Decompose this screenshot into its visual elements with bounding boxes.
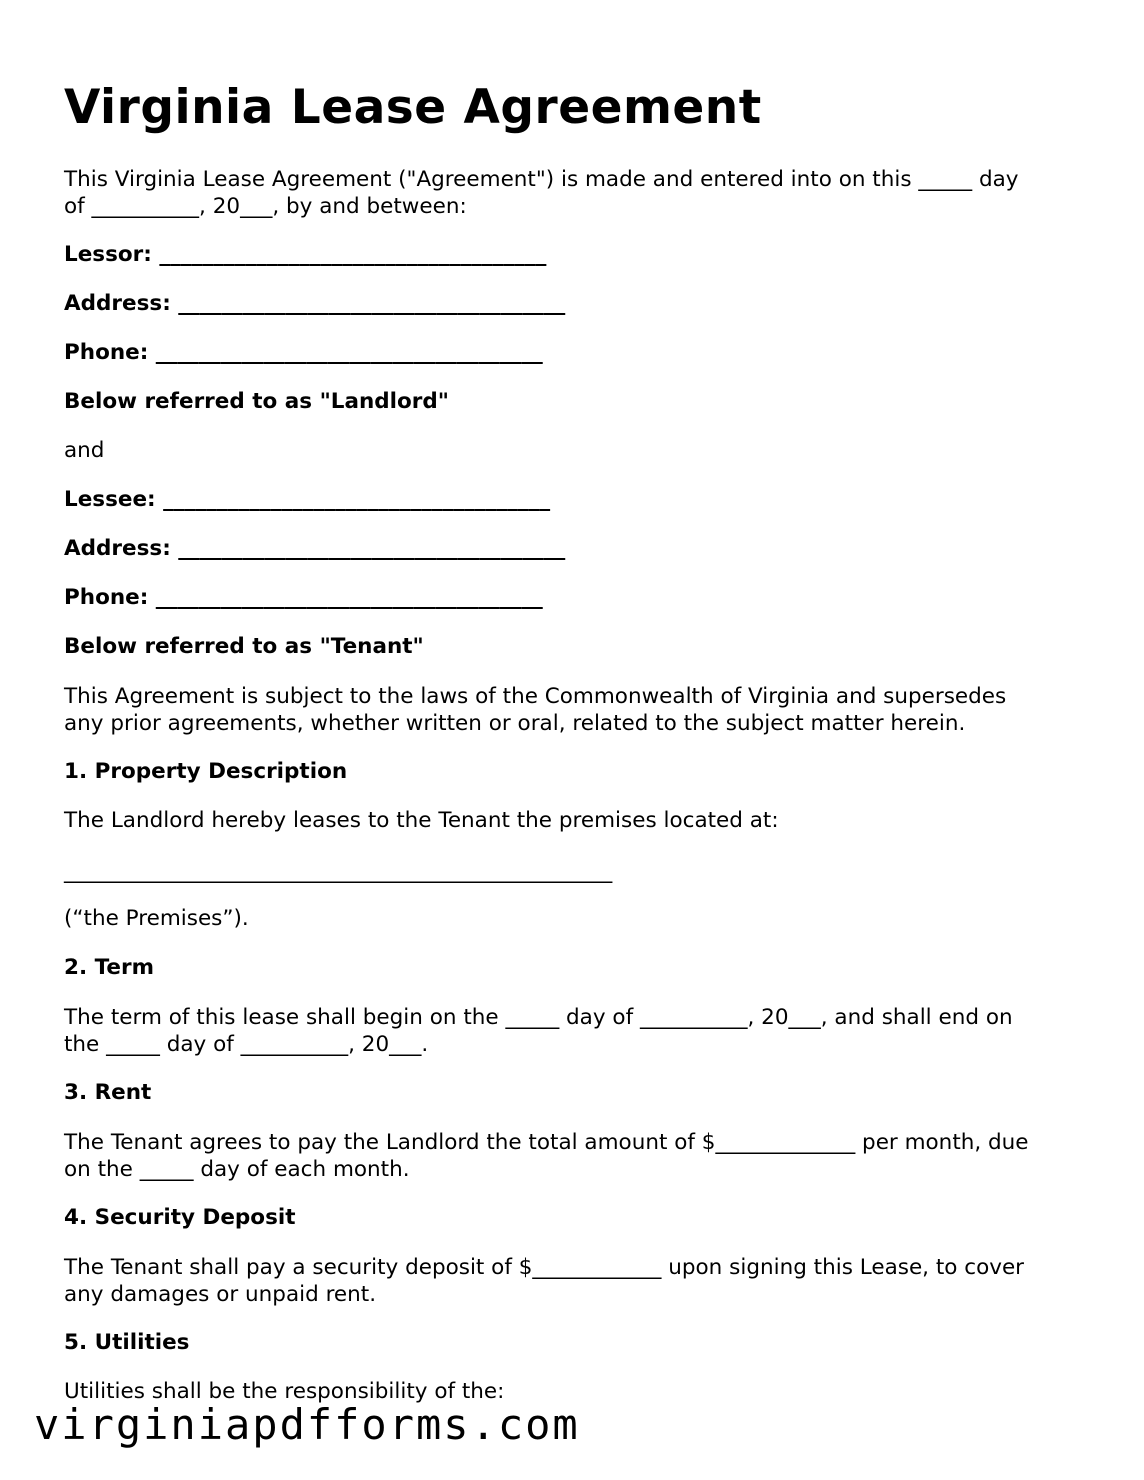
lessor-address-field: Address: ____________________________________ [64,291,566,316]
section-2-line-1: The term of this lease shall begin on the _____ day of __________, 20___, and shall end on [64,1005,1013,1030]
site-watermark: virginiapdfforms.com [34,1400,580,1449]
lessee-phone-field: Phone: ____________________________________ [64,585,543,610]
tenant-reference: Below referred to as "Tenant" [64,634,424,659]
section-3-heading: 3. Rent [64,1080,152,1105]
lessee-address-field: Address: ____________________________________ [64,536,566,561]
section-5-heading: 5. Utilities [64,1330,190,1355]
premises-address-blank: ___________________________________________________ [64,859,613,884]
law-line-2: any prior agreements, whether written or oral, related to the subject matter herein. [64,711,966,736]
premises-label: (“the Premises”). [64,906,249,931]
section-4-line-1: The Tenant shall pay a security deposit of $____________ upon signing this Lease, to cover [64,1255,1025,1280]
document-title: Virginia Lease Agreement [64,80,762,135]
landlord-reference: Below referred to as "Landlord" [64,389,450,414]
section-4-heading: 4. Security Deposit [64,1205,296,1230]
and-text: and [64,438,105,463]
section-4-line-2: any damages or unpaid rent. [64,1282,377,1307]
section-1-text: The Landlord hereby leases to the Tenant the premises located at: [64,808,779,833]
lessor-phone-field: Phone: ____________________________________ [64,340,543,365]
law-line-1: This Agreement is subject to the laws of the Commonwealth of Virginia and supersedes [64,684,1007,709]
section-3-line-1: The Tenant agrees to pay the Landlord the total amount of $_____________ per month, due [64,1130,1029,1155]
lessor-field: Lessor: ____________________________________ [64,242,547,267]
intro-line-1: This Virginia Lease Agreement ("Agreement") is made and entered into on this _____ day [64,167,1019,192]
section-5-text: Utilities shall be the responsibility of the: [64,1379,505,1404]
section-2-heading: 2. Term [64,955,155,980]
section-1-heading: 1. Property Description [64,759,348,784]
lessee-field: Lessee: ____________________________________ [64,487,551,512]
section-2-line-2: the _____ day of __________, 20___. [64,1032,429,1057]
section-3-line-2: on the _____ day of each month. [64,1157,410,1182]
intro-line-2: of __________, 20___, by and between: [64,194,467,219]
